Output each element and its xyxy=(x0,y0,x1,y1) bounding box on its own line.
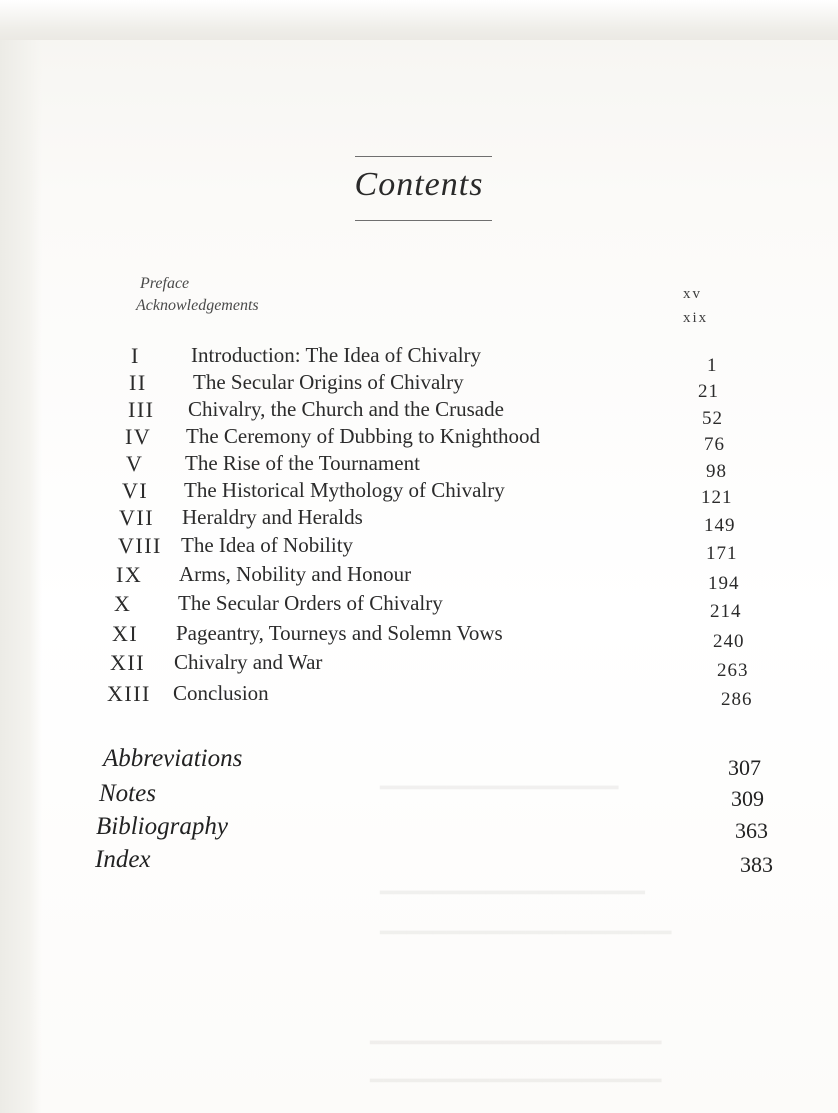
toc-row xyxy=(0,478,838,506)
chapter-title: Chivalry and War xyxy=(174,650,323,674)
chapter-title: The Historical Mythology of Chivalry xyxy=(184,478,505,502)
chapter-title: The Rise of the Tournament xyxy=(185,451,420,475)
toc-back-row xyxy=(0,846,838,878)
chapter-numeral: IX xyxy=(116,562,143,587)
chapter-page: 240 xyxy=(713,631,745,652)
show-through-text: ━━━━━━━━━━━━━━━━━━━━ xyxy=(380,880,645,905)
chapter-title: Pageantry, Tourneys and Solemn Vows xyxy=(176,621,503,645)
toc-row xyxy=(0,424,838,455)
chapter-page: 149 xyxy=(704,515,736,536)
toc-back-row xyxy=(0,745,838,780)
page-top-shadow xyxy=(0,0,838,40)
chapter-page: 263 xyxy=(717,660,749,681)
title-rule-bottom xyxy=(355,220,492,221)
chapter-numeral: V xyxy=(126,451,144,476)
chapter-title: Conclusion xyxy=(173,681,269,705)
show-through-text: ━━━━━━━━━━━━━━━━━━━━━━ xyxy=(370,1030,662,1055)
toc-row xyxy=(0,650,838,681)
back-matter-page: 383 xyxy=(740,852,773,877)
toc-row xyxy=(0,397,838,429)
chapter-title: The Secular Origins of Chivalry xyxy=(193,370,464,394)
toc-row xyxy=(0,505,838,536)
chapter-page: 1 xyxy=(707,355,718,376)
chapter-page: 171 xyxy=(706,543,738,564)
show-through-text: ━━━━━━━━━━━━━━━━━━ xyxy=(380,775,619,800)
front-matter-page: xix xyxy=(683,310,709,326)
toc-row xyxy=(0,562,838,594)
back-matter-title: Index xyxy=(95,846,151,873)
chapter-numeral: XIII xyxy=(107,681,151,706)
toc-back-row xyxy=(0,780,838,812)
chapter-page: 194 xyxy=(708,573,740,594)
chapter-page: 52 xyxy=(702,408,723,429)
chapter-page: 121 xyxy=(701,487,733,508)
back-matter-title: Abbreviations xyxy=(103,745,243,772)
toc-row xyxy=(0,591,838,622)
back-matter-page: 307 xyxy=(728,755,761,780)
toc-row xyxy=(0,533,838,564)
show-through-text: ━━━━━━━━━━━━━━━━━━━━━━ xyxy=(370,1068,662,1093)
chapter-page: 286 xyxy=(721,689,753,710)
chapter-numeral: VI xyxy=(122,478,149,503)
toc-row xyxy=(0,343,838,376)
back-matter-title: Bibliography xyxy=(96,813,228,840)
toc-row xyxy=(0,621,838,652)
front-matter-label: Preface xyxy=(140,275,190,292)
page-title: Contents xyxy=(354,166,484,203)
chapter-title: Chivalry, the Church and the Crusade xyxy=(188,397,504,421)
back-matter-title: Notes xyxy=(99,780,156,807)
back-matter-page: 363 xyxy=(735,818,768,843)
chapter-numeral: III xyxy=(128,397,155,422)
toc-row xyxy=(0,681,838,709)
toc-back-row xyxy=(0,813,838,845)
show-through-text: ━━━━━━━━━━━━━━━━━━━━━━ xyxy=(380,920,672,945)
chapter-numeral: X xyxy=(114,591,132,616)
chapter-numeral: VIII xyxy=(118,533,162,558)
toc-row xyxy=(0,451,838,482)
front-matter-page: xv xyxy=(683,286,702,302)
chapter-title: The Ceremony of Dubbing to Knighthood xyxy=(186,424,541,448)
chapter-numeral: I xyxy=(131,343,140,368)
chapter-numeral: XI xyxy=(112,621,139,646)
toc-row xyxy=(0,370,838,402)
chapter-page: 214 xyxy=(710,601,742,622)
chapter-page: 21 xyxy=(698,381,719,402)
chapter-title: The Secular Orders of Chivalry xyxy=(178,591,443,615)
chapter-numeral: IV xyxy=(125,424,152,449)
chapter-page: 76 xyxy=(704,434,725,455)
front-matter-label: Acknowledgements xyxy=(136,297,259,314)
chapter-title: Introduction: The Idea of Chivalry xyxy=(191,343,482,367)
chapter-numeral: XII xyxy=(110,650,146,675)
chapter-numeral: II xyxy=(129,370,147,395)
back-matter-page: 309 xyxy=(731,786,764,811)
chapter-numeral: VII xyxy=(119,505,155,530)
chapter-page: 98 xyxy=(706,461,727,482)
title-rule-top xyxy=(355,156,492,157)
chapter-title: Arms, Nobility and Honour xyxy=(179,562,412,586)
chapter-title: Heraldry and Heralds xyxy=(182,505,363,529)
chapter-title: The Idea of Nobility xyxy=(181,533,354,557)
